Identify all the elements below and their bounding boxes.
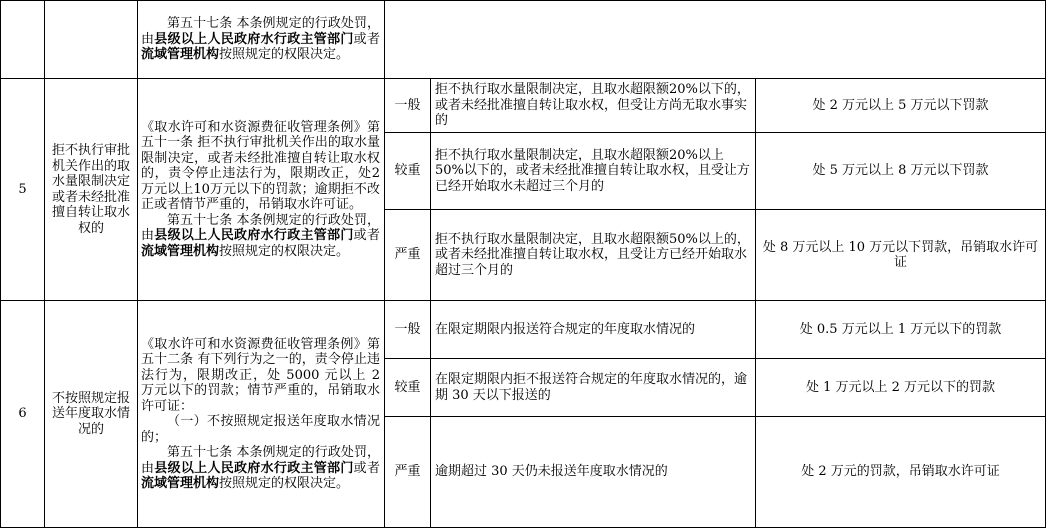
law-paragraph: 《取水许可和水资源费征收管理条例》第五十一条 拒不执行审批机关作出的取水量限制决定，或者未经批准擅自转让取水权的，责令停止违法行为，限期改正，处2万元以上10万元以下的罚款；逾期拒不改正或者情节严重的，吊销取水许可证。: [141, 119, 380, 213]
law-text: 或者: [353, 460, 380, 476]
law-text: 第五十七条 本条例规定的行政处罚，由: [141, 212, 380, 244]
table-row: [1, 301, 1046, 359]
violation-name-cell: [45, 1, 138, 79]
law-bold-text: 流域管理机构: [141, 476, 220, 491]
penalty-cell: 处 1 万元以上 2 万元以下的罚款: [756, 359, 1046, 417]
law-text: 按照规定的权限决定。: [219, 243, 350, 259]
law-bold-text: 县级以上人民政府水行政主管部门: [154, 460, 354, 476]
law-bold-text: 县级以上人民政府水行政主管部门: [154, 31, 354, 47]
table-row-continued: [1, 1, 1046, 79]
law-bold-text: 县级以上人民政府水行政主管部门: [154, 228, 354, 244]
row-number-cell: 6: [1, 301, 45, 528]
circumstance-cell: 拒不执行取水量限制决定，且取水超限额20%以下的，或者未经批准擅自转让取水权，但受让方尚无取水事实的: [431, 79, 756, 133]
circumstance-cell: 在限定期限内拒不报送符合规定的年度取水情况的，逾期 30 天以下报送的: [431, 359, 756, 417]
legal-basis-cell: [138, 301, 385, 528]
law-paragraph: （一）不按照规定报送年度取水情况的；: [141, 414, 380, 445]
circumstance-cell: 在限定期限内报送符合规定的年度取水情况的: [431, 301, 756, 359]
penalty-cell: 处 8 万元以上 10 万元以下罚款，吊销取水许可证: [756, 210, 1046, 301]
row-number-cell: 5: [1, 79, 45, 301]
law-text: 按照规定的权限决定。: [219, 476, 350, 491]
law-text: 第五十七条 本条例规定的行政处罚，由: [141, 16, 380, 47]
severity-level-cell: 一般: [385, 301, 431, 359]
law-text: 或者: [353, 228, 380, 244]
severity-level-cell: 严重: [385, 417, 431, 528]
empty-cell: [385, 1, 1046, 79]
circumstance-cell: 拒不执行取水量限制决定，且取水超限额50%以上的，或者未经批准擅自转让取水权，且受让方已经开始取水超过三个月的: [431, 210, 756, 301]
law-bold-text: 流域管理机构: [141, 47, 220, 63]
circumstance-cell: 拒不执行取水量限制决定，且取水超限额20%以上 50%以下的，或者未经批准擅自转让取水权，且受让方已经开始取水未超过三个月的: [431, 133, 756, 210]
law-text: 按照规定的权限决定。: [219, 47, 350, 63]
row-number-cell: [1, 1, 45, 79]
penalty-cell: 处 0.5 万元以上 1 万元以下的罚款: [756, 301, 1046, 359]
law-text: 第五十七条 本条例规定的行政处罚，由: [141, 445, 380, 476]
penalty-cell: 处 2 万元的罚款，吊销取水许可证: [756, 417, 1046, 528]
severity-level-cell: 较重: [385, 133, 431, 210]
penalty-cell: 处 2 万元以上 5 万元以下罚款: [756, 79, 1046, 133]
violation-name-cell: 拒不执行审批机关作出的取水量限制决定或者未经批准擅自转让取水权的: [45, 79, 138, 301]
circumstance-cell: 逾期超过 30 天仍未报送年度取水情况的: [431, 417, 756, 528]
severity-level-cell: 严重: [385, 210, 431, 301]
law-paragraph: 《取水许可和水资源费征收管理条例》第五十二条 有下列行为之一的，责令停止违法行为，限期改正，处 5000 元以上 2 万元以下的罚款；情节严重的，吊销取水许可证：: [141, 336, 380, 414]
law-text: 或者: [353, 31, 380, 47]
table-row: [1, 79, 1046, 133]
severity-level-cell: 较重: [385, 359, 431, 417]
law-bold-text: 流域管理机构: [141, 243, 220, 259]
penalty-cell: 处 5 万元以上 8 万元以下罚款: [756, 133, 1046, 210]
violation-name-cell: 不按照规定报送年度取水情况的: [45, 301, 138, 528]
legal-basis-cell: [138, 79, 385, 301]
severity-level-cell: 一般: [385, 79, 431, 133]
legal-basis-cell: [138, 1, 385, 79]
